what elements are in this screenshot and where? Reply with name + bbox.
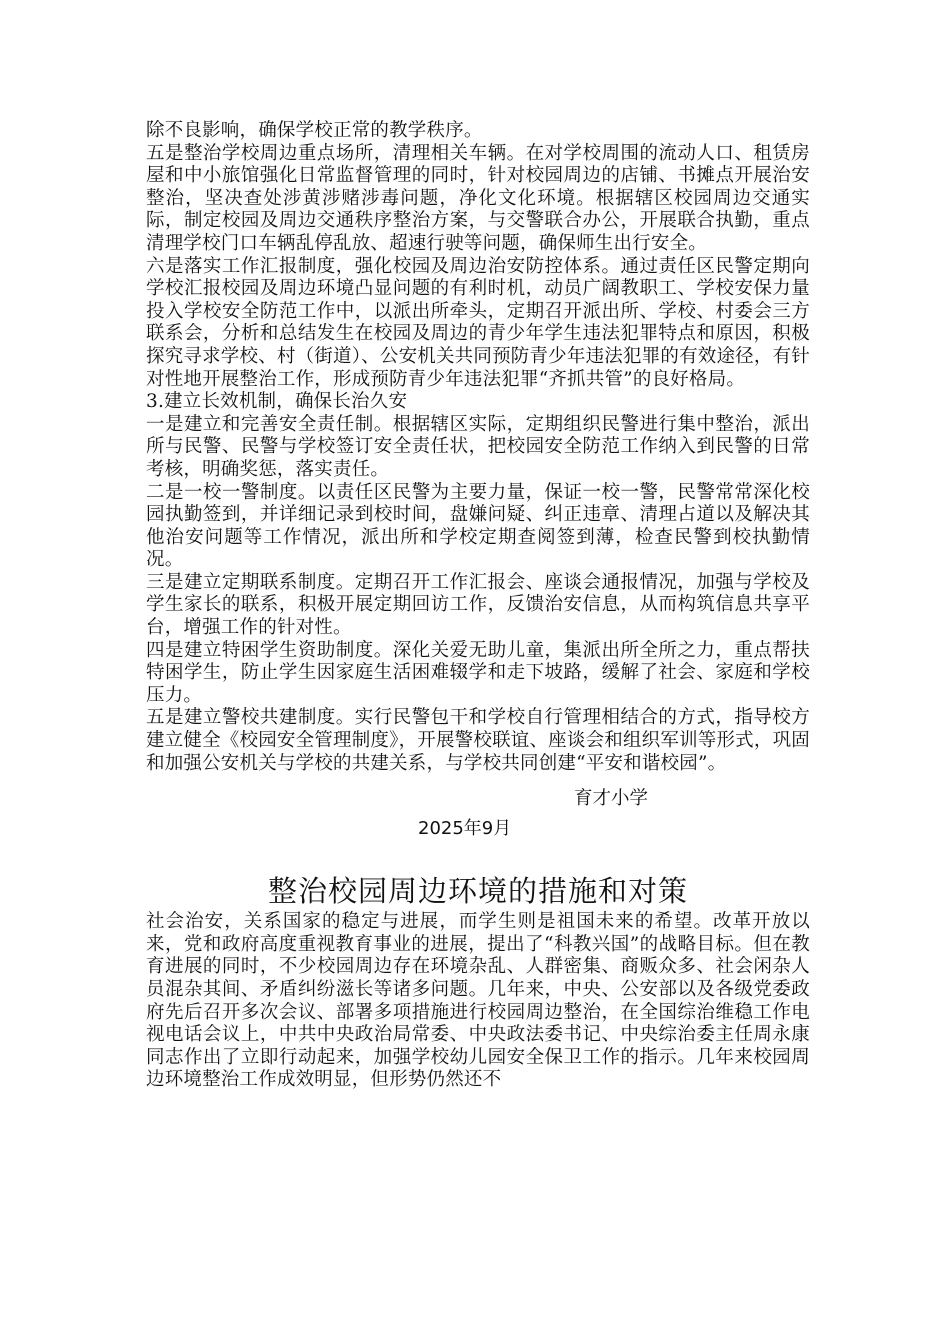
paragraph: 二是一校一警制度。以责任区民警为主要力量，保证一校一警，民警常常深化校园执勤签到，并详细记录到校时间，盘嫌问疑、纠正违章、清理占道以及解决其他治安问题等工作情况，派出所和学校定期查阅签到薄，检查民警到校执勤情况。 [146,481,810,571]
paragraph: 五是建立警校共建制度。实行民警包干和学校自行管理相结合的方式，指导校方建立健全《校园安全管理制度》，开展警校联谊、座谈会和组织军训等形式，巩固和加强公安机关与学校的共建关系，与学校共同创建“平安和谐校园”。 [146,707,810,774]
signature-organization: 育才小学 [574,788,649,810]
paragraph: 除不良影响，确保学校正常的教学秩序。 [146,120,483,141]
paragraph: 三是建立定期联系制度。定期召开工作汇报会、座谈会通报情况，加强与学校及学生家长的联系，积极开展定期回访工作，反馈治安信息，从而构筑信息共享平台，增强工作的针对性。 [146,571,810,639]
paragraph: 四是建立特困学生资助制度。深化关爱无助儿童，集派出所全所之力，重点帮扶特困学生，防止学生因家庭生活困难辍学和走下坡路，缓解了社会、家庭和学校压力。 [146,639,810,706]
paragraph: 一是建立和完善安全责任制。根据辖区实际，定期组织民警进行集中整治，派出所与民警、民警与学校签订安全责任状，把校园安全防范工作纳入到民警的日常考核，明确奖惩，落实责任。 [146,413,810,480]
signature-block [146,787,810,851]
section-heading: 3.建立长效机制，确保长治久安 [146,391,408,413]
paragraph: 六是落实工作汇报制度，强化校园及周边治安防控体系。通过责任区民警定期向学校汇报校园及周边环境凸显问题的有利时机，动员广阔教职工、学校安保力量投入学校安全防范工作中，以派出所牵头，定期召开派出所、学校、村委会三方联系会，分析和总结发生在校园及周边的青少年学生违法犯罪特点和原因，积极探究寻求学校、村（街道）、公安机关共同预防青少年违法犯罪的有效途径，有针对性地开展整治工作，形成预防青少年违法犯罪“齐抓共管”的良好格局。 [146,255,810,390]
document-title: 整治校园周边环境的措施和对策 [267,874,688,909]
paragraph: 社会治安，关系国家的稳定与进展，而学生则是祖国未来的希望。改革开放以来，党和政府高度重视教育事业的进展，提出了“科教兴国”的战略目标。但在教育进展的同时，不少校园周边存在环境杂乱、人群密集、商贩众多、社会闲杂人员混杂其间、矛盾纠纷滋长等诸多问题。几年来，中央、公安部以及各级党委政府先后召开多次会议、部署多项措施进行校园周边整治，在全国综治维稳工作电视电话会议上，中共中央政治局常委、中央政法委书记、中央综治委主任周永康同志作出了立即行动起来，加强学校幼儿园安全保卫工作的指示。几年来校园周边环境整治工作成效明显，但形势仍然还不 [146,911,810,1091]
signature-date: 2025年9月 [418,818,512,840]
document-page [146,120,810,1092]
paragraph: 五是整治学校周边重点场所，清理相关车辆。在对学校周围的流动人口、租赁房屋和中小旅馆强化日常监督管理的同时，针对校园周边的店铺、书摊点开展治安整治，坚决查处涉黄涉赌涉毒问题，净化文化环境。根据辖区校园周边交通实际，制定校园及周边交通秩序整治方案，与交警联合办公，开展联合执勤，重点清理学校门口车辆乱停乱放、超速行驶等问题，确保师生出行安全。 [146,142,810,254]
